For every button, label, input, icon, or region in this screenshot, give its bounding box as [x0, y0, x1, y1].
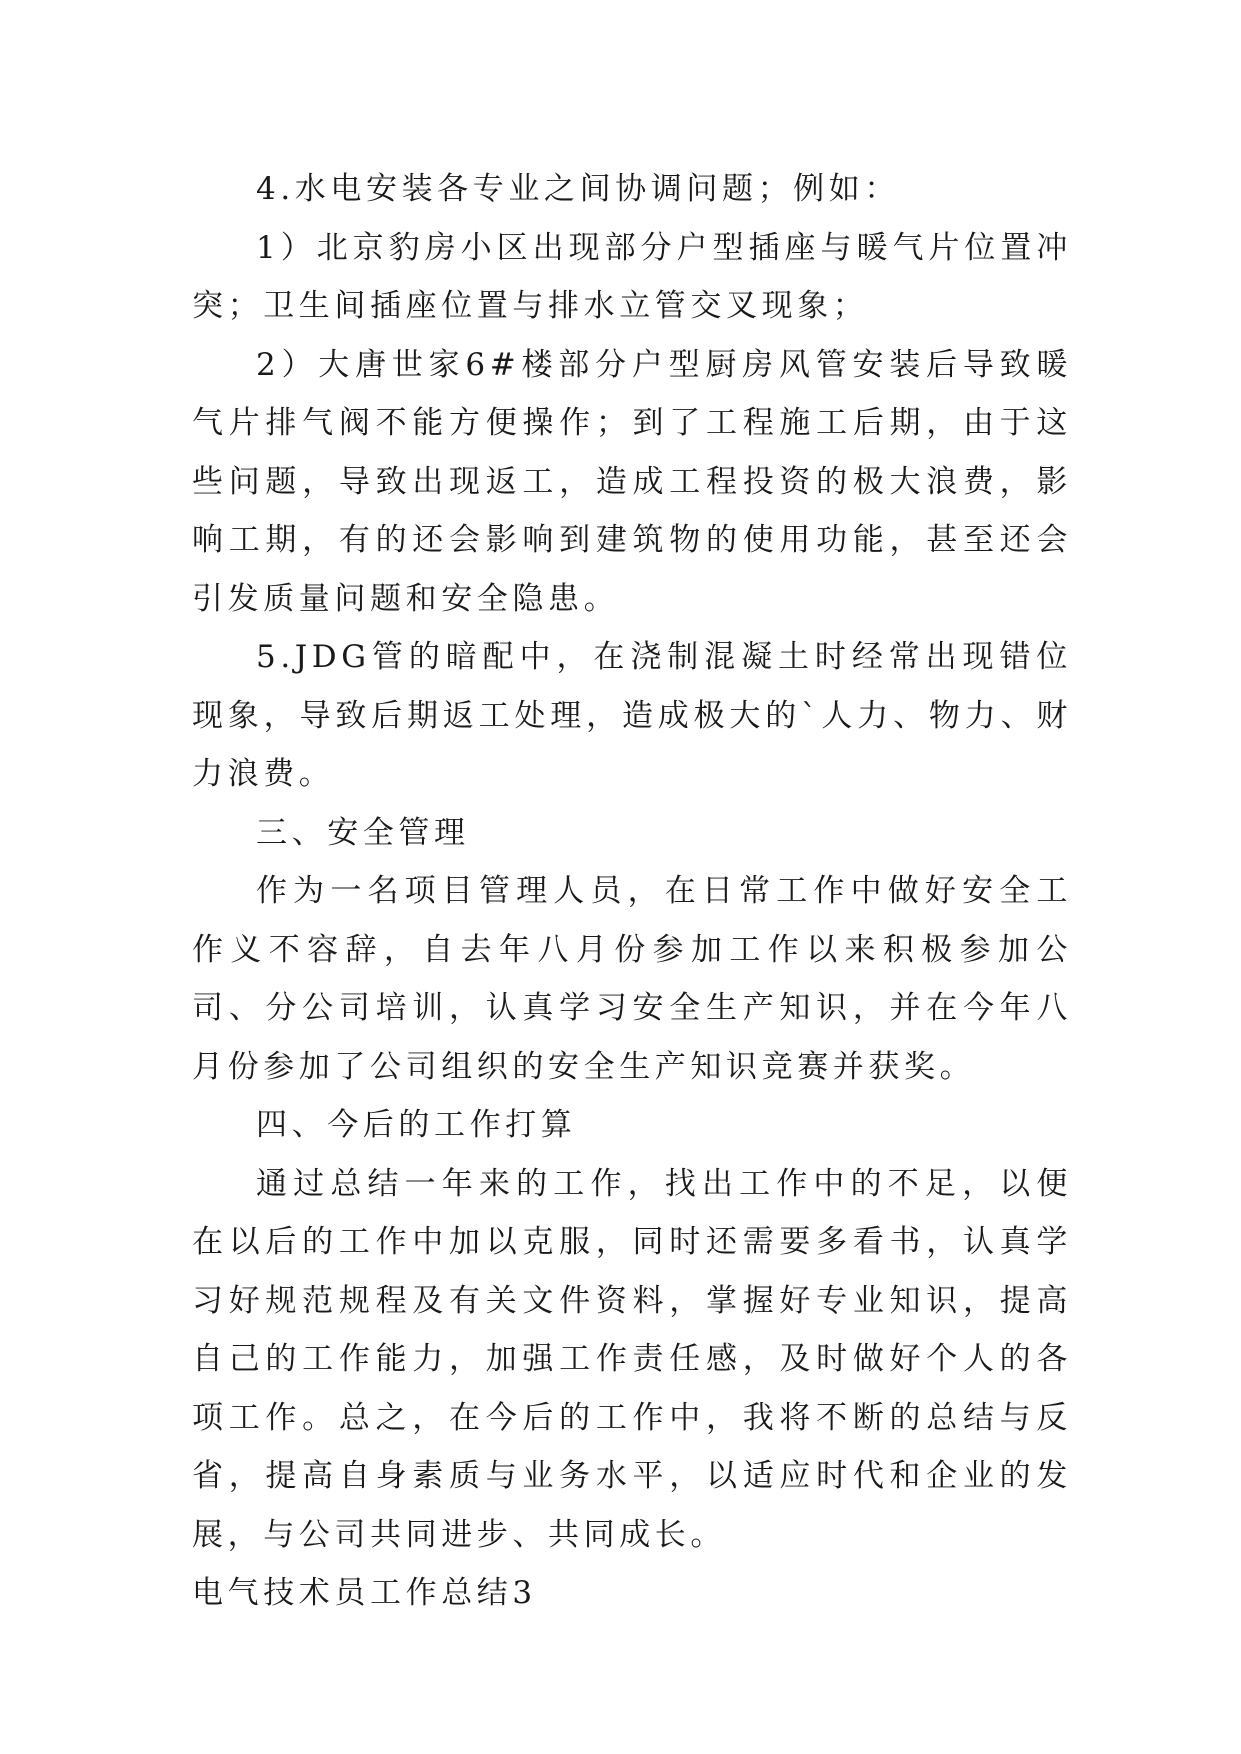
paragraph-jdg-pipe: 5.JDG管的暗配中，在浇制混凝土时经常出现错位现象，导致后期返工处理，造成极大的`人力、物力、财力浪费。: [192, 639, 1072, 792]
section-title: 电气技术员工作总结3: [192, 1575, 537, 1611]
paragraph-example-1: 1）北京豹房小区出现部分户型插座与暖气片位置冲突；卫生间插座位置与排水立管交叉现象；: [192, 229, 1072, 324]
paragraph-safety: 作为一名项目管理人员，在日常工作中做好安全工作义不容辞，自去年八月份参加工作以来积极参加公司、分公司培训，认真学习安全生产知识，并在今年八月份参加了公司组织的安全生产知识竞赛并获奖。: [192, 873, 1072, 1085]
paragraph-example-2: 2）大唐世家6#楼部分户型厨房风管安装后导致暖气片排气阀不能方便操作；到了工程施工后期，由于这些问题，导致出现返工，造成工程投资的极大浪费，影响工期，有的还会影响到建筑物的使用功能，甚至还会引发质量问题和安全隐患。: [192, 346, 1072, 617]
heading-future-plans: 四、今后的工作打算: [256, 1107, 577, 1143]
paragraph-coordination-issues: 4.水电安装各专业之间协调问题；例如：: [256, 171, 900, 207]
paragraph-future-plans: 通过总结一年来的工作，找出工作中的不足，以便在以后的工作中加以克服，同时还需要多看书，认真学习好规范规程及有关文件资料，掌握好专业知识，提高自己的工作能力，加强工作责任感，及时做好个人的各项工作。总之，在今后的工作中，我将不断的总结与反省，提高自身素质与业务水平，以适应时代和企业的发展，与公司共同进步、共同成长。: [192, 1165, 1072, 1553]
document-body: [192, 160, 1072, 1623]
heading-safety-management: 三、安全管理: [256, 814, 470, 851]
